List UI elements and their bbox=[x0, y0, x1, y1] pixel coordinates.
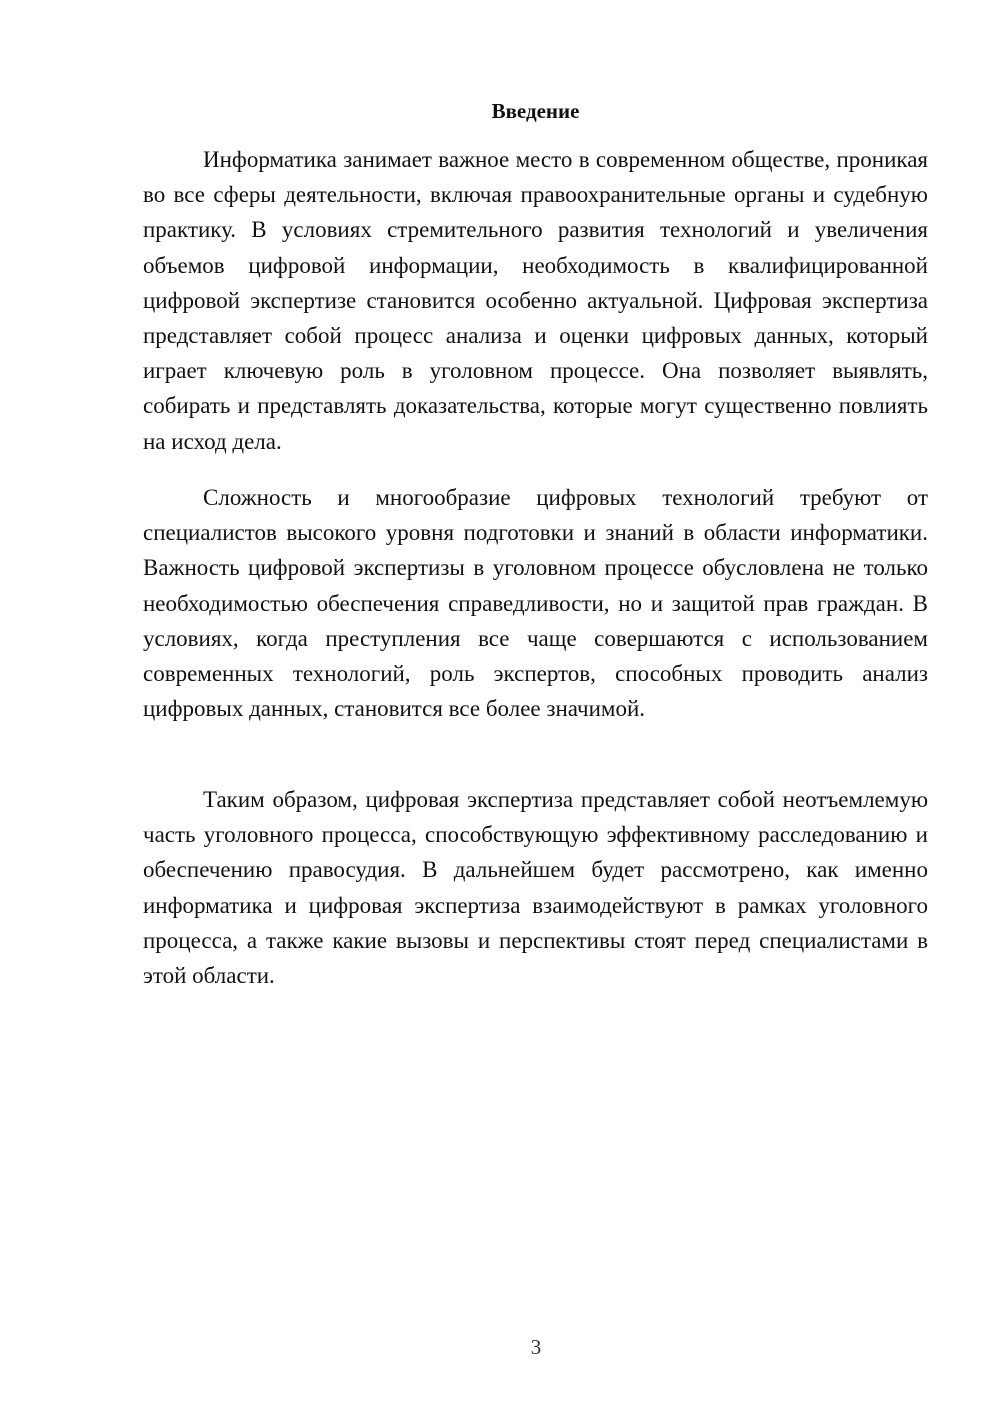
paragraph-3: Таким образом, цифровая экспертиза представляет собой неотъемлемую часть уголовного процесса, способствующую эффективному расследованию и обеспечению правосудия. В дальнейшем будет рассмотрено, как именно информатика и цифровая экспертиза взаимодействуют в рамках уголовного процесса, а также какие вызовы и перспективы стоят перед специалистами в этой области. bbox=[143, 787, 928, 989]
paragraph-1: Информатика занимает важное место в современном обществе, проникая во все сферы деятельности, включая правоохранительные органы и судебную практику. В условиях стремительного развития технологий и увеличения объемов цифровой информации, необходимость в квалифицированной цифровой экспертизе становится особенно актуальной. Цифровая экспертиза представляет собой процесс анализа и оценки цифровых данных, который играет ключевую роль в уголовном процессе. Она позволяет выявлять, собирать и представлять доказательства, которые могут существенно повлиять на исход дела. bbox=[143, 147, 928, 454]
paragraph-2: Сложность и многообразие цифровых технологий требуют от специалистов высокого уровня подготовки и знаний в области информатики. Важность цифровой экспертизы в уголовном процессе обусловлена не только необходимостью обеспечения справедливости, но и защитой прав граждан. В условиях, когда преступления все чаще совершаются с использованием современных технологий, роль экспертов, способных проводить анализ цифровых данных, становится все более значимой. bbox=[143, 485, 928, 722]
page-number: 3 bbox=[530, 1335, 542, 1359]
section-heading: Введение bbox=[491, 99, 580, 123]
